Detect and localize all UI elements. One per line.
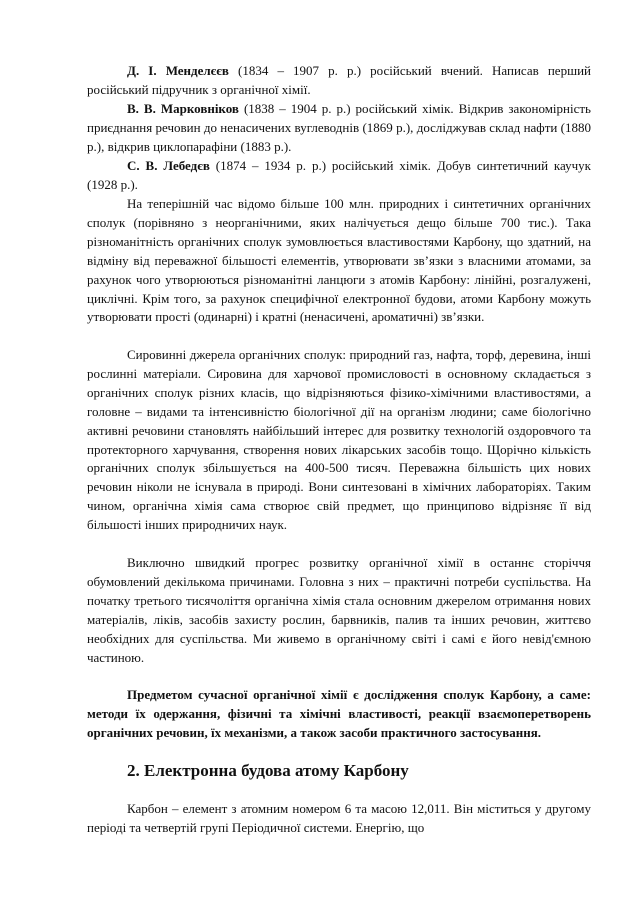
bio-markovnikov bbox=[87, 100, 591, 157]
bio-text: (1834 – 1907 р. р.) російський вчений. Написав перший російський підручник з органічної хімії. bbox=[87, 63, 591, 97]
bio-text: (1838 – 1904 р. р.) російський хімік. Відкрив закономірність приєднання речовин до ненасичених вуглеводнів (1869 р.), досліджував склад нафти (1880 р.), відкрив циклопарафіни (1883 р.). bbox=[87, 101, 591, 154]
definition-paragraph: Предметом сучасної органічної хімії є дослідження сполук Карбону, а саме: методи їх одержання, фізичні та хімічні властивості, реакції взаємоперетворень органічних речовин, їх механізми, а також засоби практичного застосування. bbox=[87, 687, 591, 740]
paragraph-carbon-element: Карбон – елемент з атомним номером 6 та масою 12,011. Він міститься у другому періоді та четвертій групі Періодичної системи. Енергію, що bbox=[87, 801, 591, 835]
bio-mendeleev bbox=[87, 62, 591, 100]
paragraph-raw-sources: Сировинні джерела органічних сполук: природний газ, нафта, торф, деревина, інші рослинні матеріали. Сировина для харчової промисловості в основному складається з органічних сполук різних класів, що відрізняються фізико-хімічними властивостями, а головне – видами та інтенсивністю біологічної дії на організм людини; саме біологічно активні речовини становлять найбільший інтерес для розвитку технологій оздоровчого та протекторного харчування, створення нових лікарських засобів тощо. Щорічно кількість органічних сполук збільшується на 400-500 тисяч. Переважна більшість цих нових речовин ніколи не існувала в природі. Вони синтезовані в хімічних лабораторіях. Таким чином, органічна хімія сама створює свій предмет, що принципово відрізняє її від більшості інших природничих наук. bbox=[87, 347, 591, 533]
section-heading: 2. Електронна будова атому Карбону bbox=[127, 761, 409, 780]
paragraph-compounds-count: На теперішній час відомо більше 100 млн. природних і синтетичних органічних сполук (порівняно з неорганічними, яких налічується дещо більше 700 тис.). Така різноманітність органічних сполук зумовлюється властивостями Карбону, що здатний, на відміну від переважної більшості елементів, утворювати зв’язки з власними атомами, за рахунок чого утворюються різноманітні ланцюги з атомів Карбону: лінійні, розгалужені, циклічні. Крім того, за рахунок специфічної електронної будови, атоми Карбону можуть утворювати прості (одинарні) і кратні (ненасичені, ароматичні) зв’язки. bbox=[87, 196, 591, 325]
bio-name: В. В. Марковніков bbox=[127, 101, 239, 116]
bio-text: (1874 – 1934 р. р.) російський хімік. Добув синтетичний каучук (1928 р.). bbox=[87, 158, 592, 192]
paragraph-rapid-progress: Виключно швидкий прогрес розвитку органічної хімії в останнє сторіччя обумовлений декількома причинами. Головна з них – практичні потреби суспільства. На початку третього тисячоліття органічна хімія стала основним джерелом отримання нових матеріалів, ліків, засобів захисту рослин, барвників, палив та інших речовин, життєво необхідних для суспільства. Ми живемо в органічному світі і самі є його невід'ємною частиною. bbox=[87, 555, 591, 665]
bio-lebedev bbox=[87, 157, 591, 195]
bio-name: Д. І. Менделєєв bbox=[127, 63, 229, 78]
bio-name: С. В. Лебедєв bbox=[127, 158, 210, 173]
